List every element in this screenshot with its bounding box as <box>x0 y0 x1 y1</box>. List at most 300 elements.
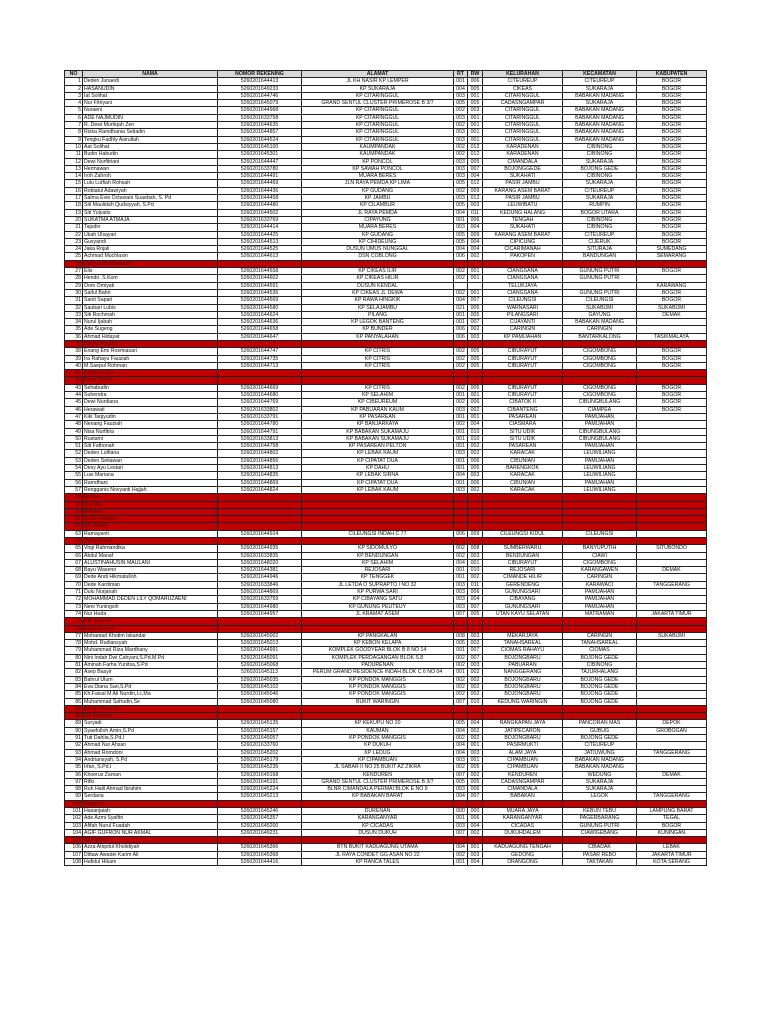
cell-kecamatan: CITEUREUP <box>563 231 637 238</box>
cell-no: 9 <box>65 136 83 143</box>
cell-nama: Rustami <box>83 435 218 442</box>
cell-nomor-rekening <box>218 260 302 267</box>
cell-kecamatan: SUKARAJA <box>563 100 637 107</box>
table-row <box>65 78 707 85</box>
cell-rw <box>468 538 483 545</box>
table-row <box>65 654 707 661</box>
header-no: NO <box>65 71 83 78</box>
cell-nomor-rekening: 5260201644636 <box>218 319 302 326</box>
cell-kelurahan: BOJONGGEDE <box>483 165 563 172</box>
cell-rw: 007 <box>468 165 483 172</box>
cell-kelurahan: LEUWIBATU <box>483 202 563 209</box>
cell-no: 94 <box>65 756 83 763</box>
cell-rt: 001 <box>454 392 468 399</box>
table-row <box>65 246 707 253</box>
cell-kabupaten: GROBOGAN <box>637 727 707 734</box>
cell-kelurahan: CIASMARA <box>483 421 563 428</box>
table-row <box>65 822 707 829</box>
cell-nomor-rekening: 5260201644569 <box>218 297 302 304</box>
cell-nama: SUKATMA ATMAJA <box>83 216 218 223</box>
cell-kecamatan: CITEUREUP <box>563 742 637 749</box>
cell-rt: 003 <box>454 173 468 180</box>
cell-rw: 007 <box>468 319 483 326</box>
cell-nama: Siti Rochmah <box>83 311 218 318</box>
cell-kecamatan <box>563 501 637 508</box>
cell-rt <box>454 523 468 530</box>
cell-rt: 002 <box>454 399 468 406</box>
cell-nama: Virgi Rahmandika <box>83 545 218 552</box>
cell-kabupaten: LEBAK <box>637 844 707 851</box>
cell-rt: 002 <box>454 275 468 282</box>
cell-kelurahan: ALAM JAYA <box>483 749 563 756</box>
cell-kecamatan: CIAWIGEBANG <box>563 829 637 836</box>
table-row <box>65 92 707 99</box>
cell-rw: 006 <box>468 78 483 85</box>
cell-kabupaten <box>637 377 707 384</box>
cell-rw: 005 <box>468 355 483 362</box>
cell-kabupaten: BOGOR <box>637 202 707 209</box>
cell-rw: 002 <box>468 727 483 734</box>
cell-kabupaten <box>637 435 707 442</box>
cell-kabupaten: BOGOR <box>637 384 707 391</box>
cell-alamat: KP CITRIS <box>302 348 454 355</box>
cell-kabupaten <box>637 530 707 537</box>
cell-kelurahan <box>483 494 563 501</box>
cell-alamat: KP BUNDER <box>302 326 454 333</box>
cell-no: 81 <box>65 662 83 669</box>
cell-alamat: GRAND SENTUL CLUSTER PRIMEROSE B 3/7 <box>302 100 454 107</box>
cell-nomor-rekening: 5260201644680 <box>218 392 302 399</box>
cell-no: 55 <box>65 472 83 479</box>
cell-kecamatan: PANCORAN MAS <box>563 720 637 727</box>
cell-kabupaten <box>637 698 707 705</box>
cell-kecamatan: GUNUNG PUTRI <box>563 822 637 829</box>
cell-kecamatan <box>563 837 637 844</box>
cell-kabupaten: DEMAK <box>637 771 707 778</box>
cell-nama: Muhammad Riza Mardhany <box>83 647 218 654</box>
table-row <box>65 742 707 749</box>
cell-nomor-rekening: 5260201644524 <box>218 136 302 143</box>
cell-nama: Cahyati Nurhasanah <box>83 260 218 267</box>
cell-kabupaten <box>637 450 707 457</box>
cell-nomor-rekening: 5260201645080 <box>218 698 302 705</box>
cell-nomor-rekening: 5260201644980 <box>218 603 302 610</box>
cell-alamat: KP CITARINGGUL <box>302 107 454 114</box>
cell-nama: Siti Aisyah <box>83 523 218 530</box>
cell-nomor-rekening: 5260201633758 <box>218 114 302 121</box>
cell-kabupaten <box>637 691 707 698</box>
cell-kelurahan: TANAHSAREAL <box>483 640 563 647</box>
cell-kelurahan: CIKEAS <box>483 85 563 92</box>
cell-kabupaten <box>637 589 707 596</box>
cell-rw <box>468 625 483 632</box>
cell-alamat: KP CITARINGGUL <box>302 114 454 121</box>
cell-nomor-rekening: 5260201645213 <box>218 793 302 800</box>
cell-kelurahan: KENDUREN <box>483 771 563 778</box>
cell-alamat: PILANG <box>302 311 454 318</box>
table-row <box>65 114 707 121</box>
table-row <box>65 574 707 581</box>
cell-alamat: KP DAHU <box>302 465 454 472</box>
cell-nama: M.Saepul Rohman <box>83 362 218 369</box>
table-row <box>65 691 707 698</box>
cell-nomor-rekening: 5260201633791 <box>218 413 302 420</box>
cell-nomor-rekening <box>218 340 302 347</box>
cell-rw: 001 <box>468 559 483 566</box>
cell-kecamatan: LEGOK <box>563 793 637 800</box>
cell-kabupaten <box>637 559 707 566</box>
cell-alamat: JL RAYA CONDET GG ASAN NO 22 <box>302 851 454 858</box>
cell-kelurahan: KADUAGUNG TENGAH <box>483 844 563 851</box>
cell-nama: Deden Junaedi <box>83 78 218 85</box>
table-row <box>65 450 707 457</box>
cell-kabupaten: BOGOR <box>637 143 707 150</box>
cell-kelurahan: JATIPECARON <box>483 727 563 734</box>
cell-rt <box>454 800 468 807</box>
cell-kabupaten: BOGOR <box>637 151 707 158</box>
table-row <box>65 384 707 391</box>
cell-kelurahan <box>483 523 563 530</box>
cell-nomor-rekening: 5260201645102 <box>218 683 302 690</box>
cell-rt: 001 <box>454 859 468 866</box>
cell-rw: 002 <box>468 443 483 450</box>
cell-rt: 003 <box>454 486 468 493</box>
cell-kelurahan: CIBAYANG <box>483 596 563 603</box>
table-row <box>65 216 707 223</box>
cell-alamat: KP CIKEAS JL DEWA <box>302 289 454 296</box>
cell-rt: 002 <box>454 851 468 858</box>
table-row <box>65 282 707 289</box>
cell-no: 40 <box>65 362 83 369</box>
cell-rw: 003 <box>468 552 483 559</box>
cell-kabupaten <box>637 465 707 472</box>
cell-kecamatan: CIAMPEA <box>563 406 637 413</box>
cell-nama: Suhendra <box>83 392 218 399</box>
cell-nomor-rekening: 5260201645100 <box>218 143 302 150</box>
cell-nomor-rekening: 5260201644613 <box>218 253 302 260</box>
cell-no: 86 <box>65 698 83 705</box>
cell-nomor-rekening <box>218 523 302 530</box>
cell-rw: 007 <box>468 654 483 661</box>
cell-kelurahan <box>483 508 563 515</box>
cell-rw <box>468 713 483 720</box>
cell-rt: 001 <box>454 78 468 85</box>
cell-alamat: CILEUNGSI INDAH C 77 <box>302 530 454 537</box>
table-row <box>65 632 707 639</box>
cell-nomor-rekening <box>218 508 302 515</box>
cell-kelurahan: SITU UDIK <box>483 428 563 435</box>
table-row <box>65 129 707 136</box>
cell-kelurahan: BOJONGBARU <box>483 676 563 683</box>
cell-kelurahan <box>483 713 563 720</box>
cell-rw: 009 <box>468 231 483 238</box>
cell-alamat: KOMPLEK PERDAGANGAN BLOK S.8 <box>302 654 454 661</box>
cell-rt: 004 <box>454 559 468 566</box>
cell-no: 6 <box>65 114 83 121</box>
cell-kelurahan: RANGKAPAN JAYA <box>483 720 563 727</box>
cell-kelurahan: KP PAMIJAHAN <box>483 333 563 340</box>
cell-no: 11 <box>65 151 83 158</box>
cell-alamat: KAUMAN <box>302 727 454 734</box>
cell-kecamatan: CIAWI <box>563 552 637 559</box>
cell-nama: Nuraeni <box>83 107 218 114</box>
cell-kabupaten: SUKABUMI <box>637 304 707 311</box>
cell-no: 88 <box>65 713 83 720</box>
cell-no: 56 <box>65 479 83 486</box>
cell-alamat <box>302 501 454 508</box>
cell-nomor-rekening: 5260201645179 <box>218 756 302 763</box>
cell-no: 41 <box>65 370 83 377</box>
cell-nama: Siti Khodijah <box>83 713 218 720</box>
cell-no: 35 <box>65 326 83 333</box>
cell-kabupaten <box>637 428 707 435</box>
cell-rt: 008 <box>454 632 468 639</box>
cell-rw: 005 <box>468 100 483 107</box>
cell-rt: 005 <box>454 100 468 107</box>
cell-kabupaten: BOGOR <box>637 100 707 107</box>
cell-nama: Ade Sugeng <box>83 326 218 333</box>
cell-rw: 006 <box>468 457 483 464</box>
cell-nama: Rengganis Novyanti Hajjah <box>83 486 218 493</box>
cell-nama: Rosa Dahlia <box>83 377 218 384</box>
cell-nama: Nurjanah <box>83 800 218 807</box>
cell-alamat: KP PONDOK MANGGIS <box>302 683 454 690</box>
cell-alamat: KP PANGKALAN <box>302 632 454 639</box>
cell-kabupaten: BOGOR <box>637 822 707 829</box>
cell-kecamatan: PAMIJAHAN <box>563 479 637 486</box>
cell-kecamatan: SUKARAJA <box>563 195 637 202</box>
cell-kecamatan: CARINGIN <box>563 326 637 333</box>
table-row <box>65 340 707 347</box>
cell-no: 34 <box>65 319 83 326</box>
cell-alamat: KP CICADAS <box>302 822 454 829</box>
table-row <box>65 304 707 311</box>
cell-rt: 002 <box>454 107 468 114</box>
cell-no: 33 <box>65 311 83 318</box>
cell-kecamatan: CIGOMBONG <box>563 559 637 566</box>
cell-nama: Riska Amelia <box>83 370 218 377</box>
cell-no: 5 <box>65 107 83 114</box>
table-row <box>65 749 707 756</box>
cell-rt: 002 <box>454 355 468 362</box>
cell-nomor-rekening: 5260201644869 <box>218 479 302 486</box>
cell-nomor-rekening: 5260201644416 <box>218 859 302 866</box>
cell-rw: 010 <box>468 428 483 435</box>
cell-nama: Aminah Farha Yunitsa,S.Pd <box>83 662 218 669</box>
table-row <box>65 297 707 304</box>
cell-kelurahan: GERENDENG <box>483 581 563 588</box>
cell-kabupaten <box>637 326 707 333</box>
cell-rt: 002 <box>454 289 468 296</box>
cell-nama: Neni Yuningsih <box>83 603 218 610</box>
cell-kelurahan: CIBURAYUT <box>483 348 563 355</box>
cell-kabupaten <box>637 713 707 720</box>
table-row <box>65 362 707 369</box>
cell-nomor-rekening: 5260201644957 <box>218 610 302 617</box>
cell-nama: Yusnita <box>83 501 218 508</box>
cell-nomor-rekening: 5260201644935 <box>218 545 302 552</box>
cell-alamat: KP GUDANG <box>302 187 454 194</box>
cell-kelurahan: KARACAK <box>483 472 563 479</box>
cell-nama: Muhammad Safrudin,Se <box>83 698 218 705</box>
cell-kelurahan: GEDONG <box>483 851 563 858</box>
cell-nama: Herlina <box>83 494 218 501</box>
cell-alamat: KAUMPANDAK <box>302 143 454 150</box>
cell-alamat <box>302 800 454 807</box>
table-row <box>65 698 707 705</box>
cell-rt: 002 <box>454 187 468 194</box>
cell-rw: 007 <box>468 603 483 610</box>
table-row <box>65 618 707 625</box>
cell-rw <box>468 523 483 530</box>
cell-rw: 003 <box>468 107 483 114</box>
cell-kabupaten <box>637 800 707 807</box>
cell-rt: 021 <box>454 304 468 311</box>
cell-nomor-rekening: 5260201645157 <box>218 727 302 734</box>
cell-kelurahan: CITARINGGUL <box>483 107 563 114</box>
cell-kelurahan: PASIRMUKTI <box>483 742 563 749</box>
cell-rt <box>454 625 468 632</box>
cell-kelurahan: KARACAK <box>483 450 563 457</box>
cell-rt: 005 <box>454 180 468 187</box>
cell-kelurahan: CIPAMBUAN <box>483 764 563 771</box>
table-row <box>65 530 707 537</box>
cell-nomor-rekening: 5260201644558 <box>218 268 302 275</box>
cell-kecamatan: CILEUNGSI <box>563 297 637 304</box>
cell-alamat: KP LEDUG <box>302 749 454 756</box>
cell-no: 47 <box>65 413 83 420</box>
cell-alamat: KOMPLEK GOODYEAR BLOK B 8 NO 14 <box>302 647 454 654</box>
cell-rw: 006 <box>468 479 483 486</box>
cell-kelurahan: SUMBERWARU <box>483 545 563 552</box>
cell-kelurahan: KARADENAN <box>483 143 563 150</box>
cell-nomor-rekening: 5260201645113 <box>218 669 302 676</box>
cell-rw: 002 <box>468 574 483 581</box>
cell-rt: 003 <box>454 165 468 172</box>
cell-kabupaten: BOGOR <box>637 238 707 245</box>
cell-rw: 004 <box>468 859 483 866</box>
header-kecamatan: KECAMATAN <box>563 71 637 78</box>
cell-nama: Santi Sapari <box>83 297 218 304</box>
cell-no: 67 <box>65 559 83 566</box>
cell-kecamatan: LEUWILIANG <box>563 465 637 472</box>
cell-nomor-rekening <box>218 377 302 384</box>
cell-kabupaten <box>637 552 707 559</box>
cell-kelurahan: CIBURAYUT <box>483 362 563 369</box>
cell-rt <box>454 282 468 289</box>
cell-nomor-rekening: 5260201645168 <box>218 771 302 778</box>
cell-alamat: KP PONDOK MANGGIS <box>302 735 454 742</box>
cell-nama: Ahmad Hidayat <box>83 333 218 340</box>
cell-rw: 002 <box>468 253 483 260</box>
cell-alamat <box>302 260 454 267</box>
cell-kecamatan: PAMIJAHAN <box>563 443 637 450</box>
cell-nomor-rekening: 5260201645013 <box>218 640 302 647</box>
cell-alamat: KP PASAREAN <box>302 413 454 420</box>
cell-kecamatan <box>563 618 637 625</box>
cell-nama: Suryadi <box>83 720 218 727</box>
cell-kabupaten <box>637 370 707 377</box>
cell-rt: 002 <box>454 691 468 698</box>
table-row <box>65 727 707 734</box>
cell-kecamatan: CIBUNGBULANG <box>563 399 637 406</box>
cell-alamat: MUARA BERES <box>302 173 454 180</box>
spreadsheet <box>64 70 706 866</box>
table-row <box>65 195 707 202</box>
cell-alamat: KP PONDOK MANGGIS <box>302 676 454 683</box>
cell-kelurahan: GUNUNGSARI <box>483 589 563 596</box>
cell-nomor-rekening: 5260201644991 <box>218 647 302 654</box>
cell-nama: Dede Andi Hikmatulloh <box>83 574 218 581</box>
cell-no: 38 <box>65 348 83 355</box>
cell-nomor-rekening: 5260201644602 <box>218 275 302 282</box>
cell-no: 25 <box>65 253 83 260</box>
cell-kelurahan: CIBATOK II <box>483 399 563 406</box>
cell-kecamatan: BANYUPUTIH <box>563 545 637 552</box>
header-kabupaten: KABUPATEN <box>637 71 707 78</box>
cell-rw: 012 <box>468 143 483 150</box>
cell-no: 78 <box>65 640 83 647</box>
cell-nama: Bahrul Ulum <box>83 676 218 683</box>
cell-nomor-rekening: 5260201644735 <box>218 355 302 362</box>
cell-kecamatan: CIBINONG <box>563 151 637 158</box>
cell-no: 43 <box>65 384 83 391</box>
cell-nama: Rohaeni <box>83 508 218 515</box>
cell-rt: 003 <box>454 129 468 136</box>
cell-rt: 001 <box>454 465 468 472</box>
cell-kecamatan: BABAKAN MADANG <box>563 319 637 326</box>
cell-kabupaten <box>637 413 707 420</box>
cell-rt: 004 <box>454 209 468 216</box>
cell-no: 95 <box>65 764 83 771</box>
cell-nama: Enang Emi Rosmiasari <box>83 348 218 355</box>
cell-kecamatan: CILEUNGSI <box>563 530 637 537</box>
cell-alamat: KARANGANYAR <box>302 815 454 822</box>
cell-kelurahan: KEDUNG HALANG <box>483 209 563 216</box>
cell-nama: Budin Habudin <box>83 151 218 158</box>
cell-kabupaten <box>637 486 707 493</box>
table-row <box>65 589 707 596</box>
cell-no: 91 <box>65 735 83 742</box>
cell-nomor-rekening: 5260201644525 <box>218 246 302 253</box>
cell-kelurahan: BENDUNGAN <box>483 552 563 559</box>
table-row <box>65 662 707 669</box>
cell-nomor-rekening: 5260201644491 <box>218 173 302 180</box>
cell-nomor-rekening: 5260201644924 <box>218 530 302 537</box>
cell-alamat: KP PURWA SARI <box>302 589 454 596</box>
cell-kecamatan: BOJONG GEDE <box>563 683 637 690</box>
cell-no: 48 <box>65 421 83 428</box>
cell-kecamatan: SUKARAJA <box>563 786 637 793</box>
cell-rt: 002 <box>454 151 468 158</box>
cell-kelurahan: CIMANDALA <box>483 158 563 165</box>
cell-nama: Ruh Halil Ahmad Ibrahim <box>83 786 218 793</box>
cell-nomor-rekening: 5260201645091 <box>218 654 302 661</box>
cell-kelurahan: CADASNGAMPAR <box>483 778 563 785</box>
cell-nama: Ramayanti <box>83 530 218 537</box>
cell-kecamatan: BANDUNGAN <box>563 253 637 260</box>
cell-kabupaten <box>637 319 707 326</box>
cell-kelurahan <box>483 837 563 844</box>
cell-rw: 001 <box>468 756 483 763</box>
cell-rw <box>468 340 483 347</box>
cell-nama: Sehabudin <box>83 384 218 391</box>
cell-kecamatan: TAJURHALANG <box>563 669 637 676</box>
cell-kabupaten <box>637 618 707 625</box>
cell-no: 63 <box>65 530 83 537</box>
cell-rt: 002 <box>454 683 468 690</box>
cell-kabupaten <box>637 574 707 581</box>
